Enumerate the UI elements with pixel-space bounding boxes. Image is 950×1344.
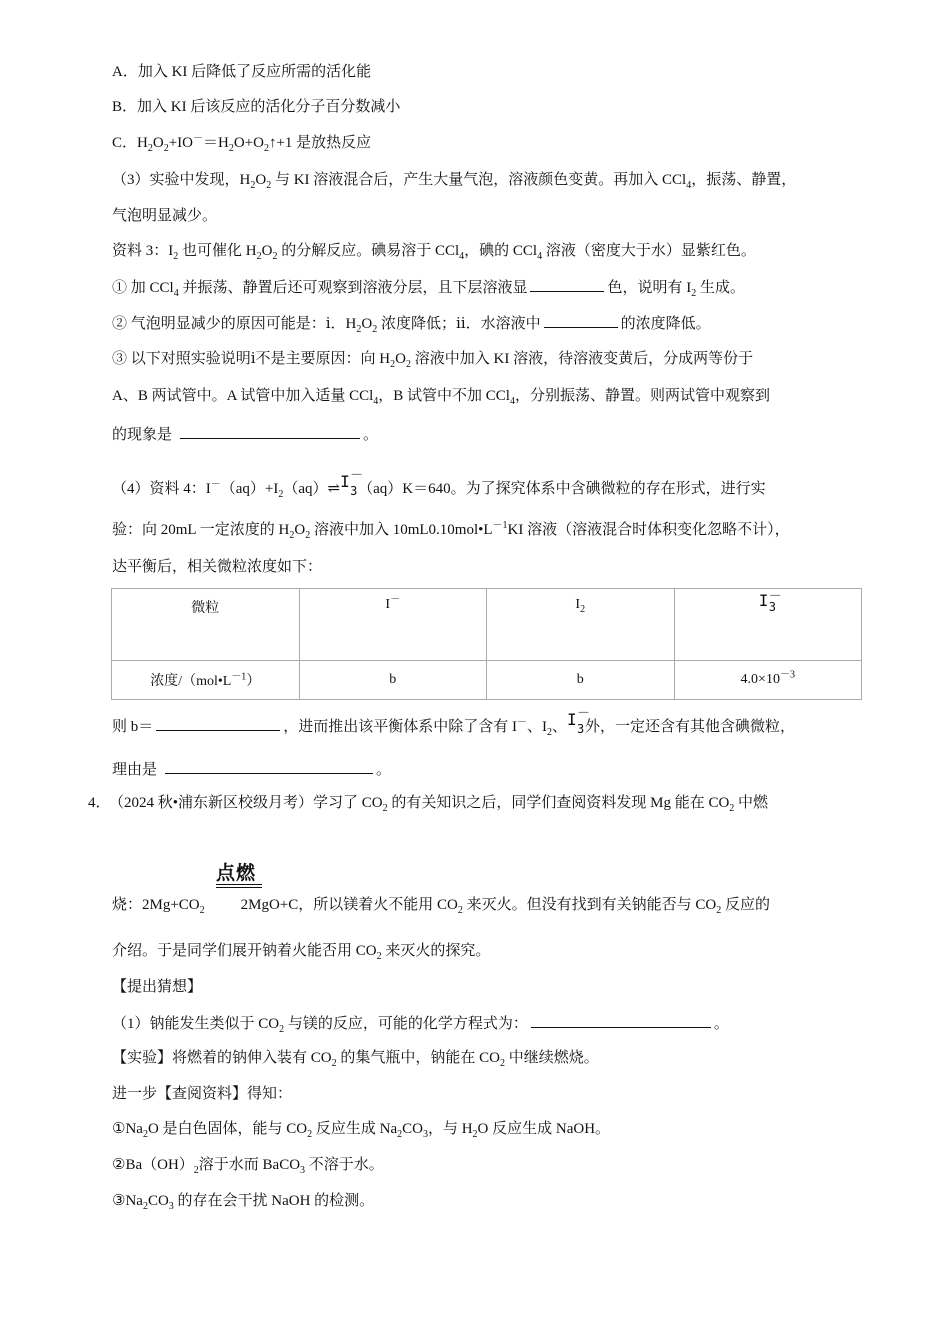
fact-3: $③Na_2CO_3$ 的存在会干扰 NaOH 的检测。: [112, 1193, 375, 1212]
q3-line-2: 气泡明显减少。: [112, 208, 218, 224]
question-4-line-2: 烧：$2Mg+CO_2$ 2MgO+C，所以镁着火不能用 $CO_2$ 来灭火。但没有找到有关钠能否与 $CO_2$ 反应的: [112, 897, 770, 916]
answer-blank-equation[interactable]: [531, 1013, 711, 1028]
table-header-iodine: $I_2$: [487, 589, 675, 661]
reaction-arrow-line: [216, 887, 262, 888]
answer-blank-phenomenon[interactable]: [180, 424, 360, 439]
option-b: B．加入 KI 后该反应的活化分子百分数减小: [112, 99, 401, 115]
q3-line-1: （3）实验中发现，$H_2O_2$ 与 KI 溶液混合后，产生大量气泡，溶液颜色变黄。再加入 CCl$_4$，振荡、静置，: [112, 172, 797, 191]
reference-3: 资料 3：$I_2$ 也可催化 $H_2O_2$ 的分解反应。碘易溶于 CCl$_4$，碘的 CCl$_4$ 溶液（密度大于水）显紫红色。: [112, 243, 756, 262]
experiment-line: 【实验】将燃着的钠伸入装有 $CO_2$ 的集气瓶中，钠能在 $CO_2$ 中继续燃烧。: [112, 1050, 599, 1069]
hypothesis-heading: 【提出猜想】: [112, 979, 203, 995]
triiodide-symbol: I － 3: [340, 468, 364, 498]
q3-sub-3-line-2: A、B 两试管中。A 试管中加入适量 CCl$_4$，B 试管中不加 CCl$_4$，分别振荡、静置。则两试管中观察到: [112, 388, 770, 407]
b-line-2: 理由是 。: [112, 759, 391, 780]
answer-blank-b[interactable]: [156, 716, 280, 731]
b-line-1: 则 b＝ ，进而推出该平衡体系中除了含有 I－、$I_2$、 I － 3 外，一定还含有其他含碘微粒，: [112, 706, 796, 738]
question-4-line-1: 4． （2024 秋•浦东新区校级月考）学习了 $CO_2$ 的有关知识之后，同学们查阅资料发现 Mg 能在 $CO_2$ 中燃: [88, 795, 769, 814]
q4-line-1: （4）资料 4：$I^-(aq)+I_2(aq)\rightleftharpoons$ I － 3 （aq）K＝640。为了探究体系中含碘微粒的存在形式，进行实: [112, 468, 766, 500]
concentration-table: [111, 588, 862, 700]
q4-line-2: 验：向 20mL 一定浓度的 $H_2O_2$ 溶液中加入 $10mL0.10mol•L^{-1}KI$ 溶液（溶液混合时体积变化忽略不计），: [112, 520, 790, 541]
option-a: A．加入 KI 后降低了反应所需的活化能: [112, 64, 372, 80]
fact-1: $①Na_2O$ 是白色固体，能与 $CO_2$ 反应生成 $Na_2CO_3$，与 $H_2O$ 反应生成 NaOH。: [112, 1121, 611, 1140]
table-row: [112, 661, 862, 700]
ignition-condition: 点燃: [216, 862, 257, 884]
table-cell-triiodide: $4.0\times 10^{-3}$: [674, 661, 862, 700]
option-c: C．$H_2O_2+IO^-=H_2O+O_2↑+1$ 是放热反应: [112, 133, 372, 154]
table-cell-label: 浓度$/(mol•L^{-1})$: [112, 661, 300, 700]
further-reference: 进一步【查阅资料】得知：: [112, 1086, 293, 1102]
question-4-line-3: 介绍。于是同学们展开钠着火能否用 $CO_2$ 来灭火的探究。: [112, 943, 491, 962]
answer-blank-color[interactable]: [530, 277, 604, 292]
answer-blank-species[interactable]: [544, 313, 618, 328]
table-cell-iodide: b: [299, 661, 487, 700]
triiodide-symbol: I － 3: [567, 706, 591, 736]
q3-sub-3-line-1: ③ 以下对照实验说明ⅰ不是主要原因：向 $H_2O_2$ 溶液中加入 KI 溶液，待溶液变黄后，分成两等份于: [112, 351, 754, 370]
q3-sub-1: ① 加 CCl$_4$ 并振荡、静置后还可观察到溶液分层，且下层溶液显 色，说明有 $I_2$ 生成。: [112, 277, 745, 298]
q3-sub-2: ② 气泡明显减少的原因可能是：ⅰ．$H_2O_2$ 浓度降低；ⅱ．水溶液中 的浓度降低。: [112, 313, 711, 334]
reaction-arrow-line: [216, 884, 262, 885]
table-header-triiodide: I － 3: [674, 589, 862, 661]
table-header-iodide: I－: [299, 589, 487, 661]
q3-sub-3-line-3: 的现象是 。: [112, 424, 378, 445]
table-row: [112, 589, 862, 661]
hypothesis-1: （1）钠能发生类似于 $CO_2$ 与镁的反应，可能的化学方程式为： 。: [112, 1013, 729, 1034]
table-header-species: 微粒: [112, 589, 300, 661]
table-cell-iodine: b: [487, 661, 675, 700]
fact-2: $②Ba(OH)_2$溶于水而 BaCO$_3$ 不溶于水。: [112, 1157, 384, 1176]
answer-blank-reason[interactable]: [165, 759, 373, 774]
q4-line-3: 达平衡后，相关微粒浓度如下：: [112, 559, 323, 575]
